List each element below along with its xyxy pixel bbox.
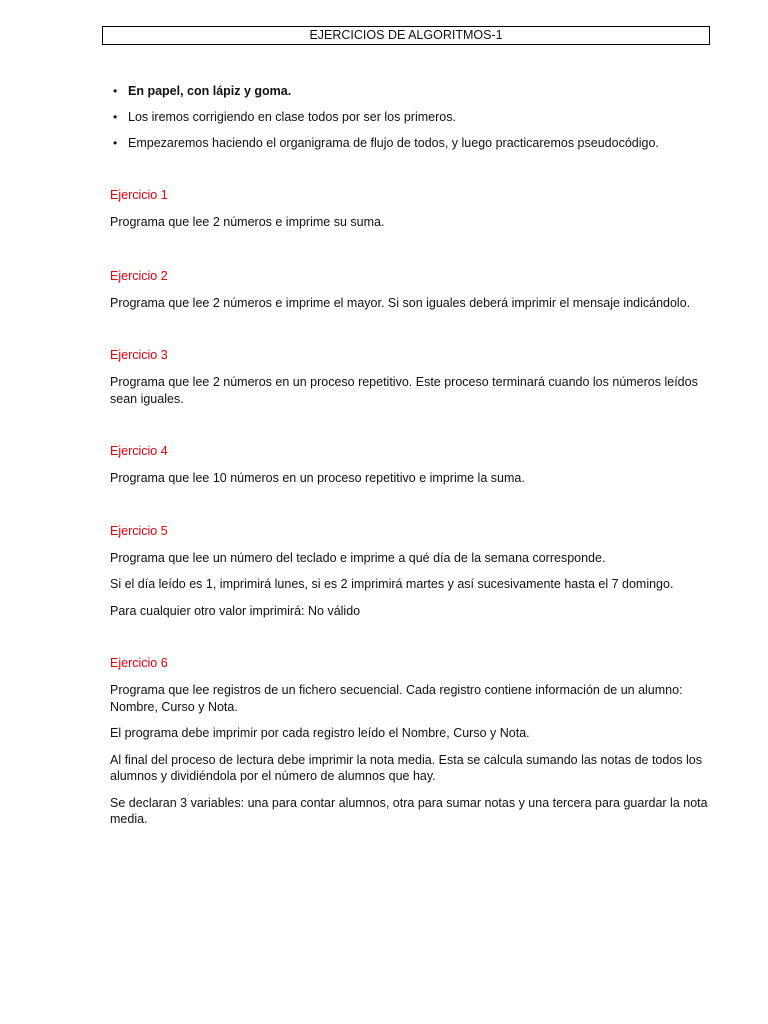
exercise-paragraph: Si el día leído es 1, imprimirá lunes, si es 2 imprimirá martes y así sucesivamente hasta el 7 domingo. [110,577,674,591]
exercises-section [110,187,710,838]
exercise-paragraph: Se declaran 3 variables: una para contar alumnos, otra para sumar notas y una tercera para guardar la nota media. [110,795,708,826]
instruction-text: Los iremos corrigiendo en clase todos por ser los primeros. [128,110,456,124]
bullet-icon: • [113,136,118,150]
exercise-5 [110,523,710,620]
exercise-heading: Ejercicio 2 [110,268,168,283]
bullet-icon: • [113,84,118,98]
exercise-4 [110,443,710,487]
instruction-item [110,83,710,99]
exercise-paragraph: Programa que lee 2 números e imprime su suma. [110,215,385,229]
exercise-heading: Ejercicio 6 [110,656,168,670]
exercise-1 [110,187,710,231]
instruction-text: Empezaremos haciendo el organigrama de flujo de todos, y luego practicaremos pseudocódigo. [128,136,659,150]
instructions-list [110,83,710,161]
exercise-2 [110,268,710,312]
bullet-icon: • [113,110,118,124]
exercise-paragraph: Para cualquier otro valor imprimirá: No válido [110,603,361,618]
instruction-item [110,135,710,151]
exercise-paragraph: Al final del proceso de lectura debe imprimir la nota media. Esta se calcula sumando las notas de todos los alumnos y dividiéndola por el número de alumnos que hay. [110,752,702,783]
exercise-paragraph: Programa que lee 2 números en un proceso repetitivo. Este proceso terminará cuando los números leídos sean iguales. [110,375,698,406]
exercise-heading: Ejercicio 4 [110,444,168,458]
exercise-paragraph: El programa debe imprimir por cada registro leído el Nombre, Curso y Nota. [110,726,530,740]
exercise-heading: Ejercicio 5 [110,523,168,538]
exercise-heading: Ejercicio 3 [110,348,168,362]
exercise-paragraph: Programa que lee 2 números e imprime el mayor. Si son iguales deberá imprimir el mensaje indicándolo. [110,295,691,310]
exercise-paragraph: Programa que lee registros de un fichero secuencial. Cada registro contiene información de un alumno: Nombre, Curso y Nota. [110,683,683,714]
instruction-text: En papel, con lápiz y goma. [128,84,292,98]
exercise-3 [110,347,710,407]
instruction-item [110,109,710,125]
exercise-6 [110,655,710,828]
exercise-paragraph: Programa que lee 10 números en un proceso repetitivo e imprime la suma. [110,471,525,485]
exercise-heading: Ejercicio 1 [110,188,168,202]
exercise-paragraph: Programa que lee un número del teclado e imprime a qué día de la semana corresponde. [110,550,606,565]
document-title: EJERCICIOS DE ALGORITMOS-1 [102,26,710,45]
